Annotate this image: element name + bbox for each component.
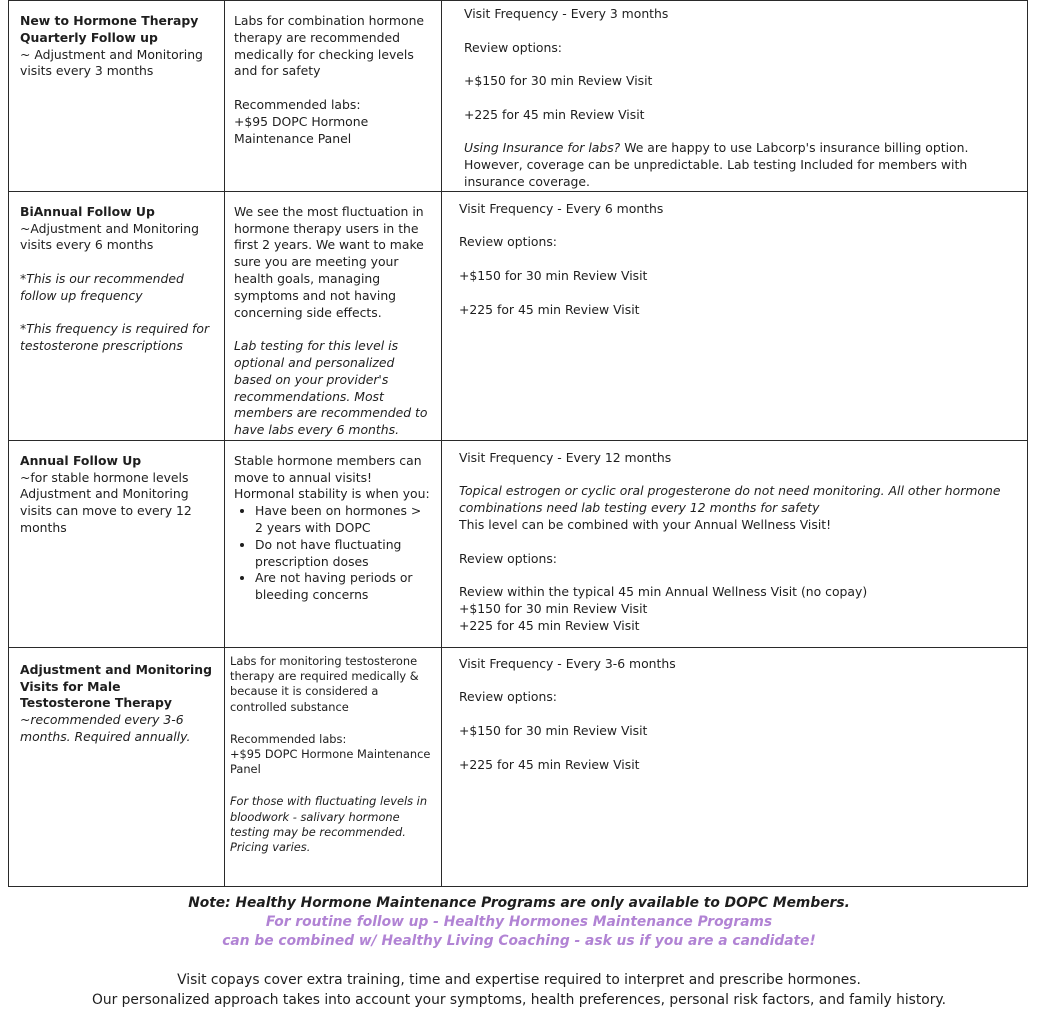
visit-frequency: Visit Frequency - Every 3 months <box>464 6 669 21</box>
program-note: *This frequency is required for testosterone prescriptions <box>20 321 210 354</box>
footer-line: Our personalized approach takes into account your symptoms, health preferences, personal risk factors, and family history. <box>92 992 946 1008</box>
labs-text: We see the most fluctuation in hormone therapy users in the first 2 years. We want to make sure you are meeting your health goals, managing symptoms and not having concerning side effects. <box>234 203 424 320</box>
labs-cell <box>225 191 442 440</box>
labs-cell <box>225 647 442 886</box>
members-note: Note: Healthy Hormone Maintenance Programs are only available to DOPC Members. <box>188 895 850 911</box>
footer <box>0 970 1038 1010</box>
visit-frequency: Visit Frequency - Every 12 months <box>459 449 672 465</box>
table-row <box>9 440 1028 647</box>
review-option-30: +$150 for 30 min Review Visit <box>459 600 648 616</box>
program-description: ~for stable hormone levels Adjustment and Monitoring visits can move to every 12 months <box>20 469 192 535</box>
program-title: Adjustment and Monitoring Visits for Male Testosterone Therapy <box>20 661 212 711</box>
notes-block <box>0 894 1038 951</box>
table-row <box>9 647 1028 886</box>
labs-item: +$95 DOPC Hormone Maintenance Panel <box>234 113 369 146</box>
labs-cell <box>225 440 442 647</box>
visit-cell <box>442 191 1028 440</box>
programs-table <box>8 0 1028 887</box>
program-title: Annual Follow Up <box>20 452 142 468</box>
visit-combine-text: This level can be combined with your Annual Wellness Visit! <box>459 516 832 532</box>
program-title: New to Hormone Therapy Quarterly Follow up <box>20 13 199 45</box>
labs-italic-text: For those with fluctuating levels in bloodwork - salivary hormone testing may be recommended. Pricing varies. <box>230 794 428 855</box>
review-option-45: +225 for 45 min Review Visit <box>459 301 640 317</box>
stability-list <box>234 503 433 604</box>
review-label: Review options: <box>459 550 557 566</box>
insurance-question: Using Insurance for labs? <box>464 140 621 156</box>
coaching-note-line1: For routine follow up - Healthy Hormones Maintenance Programs <box>265 914 773 930</box>
labs-text: Labs for combination hormone therapy are recommended medically for checking levels and for safety <box>234 13 425 79</box>
review-option-45: +225 for 45 min Review Visit <box>459 756 640 772</box>
program-cell <box>9 440 225 647</box>
labs-label: Recommended labs: <box>234 96 361 112</box>
review-option-30: +$150 for 30 min Review Visit <box>459 267 648 283</box>
program-cell <box>9 191 225 440</box>
review-option-30: +$150 for 30 min Review Visit <box>464 73 653 89</box>
program-cell <box>9 1 225 192</box>
review-label: Review options: <box>459 234 557 250</box>
program-note: *This is our recommended follow up frequency <box>20 270 184 303</box>
list-item: • Have been on hormones > 2 years with DOPC <box>255 503 433 537</box>
visit-frequency: Visit Frequency - Every 6 months <box>459 200 664 216</box>
labs-text: Labs for monitoring testosterone therapy are required medically & because it is considered a controlled substance <box>230 653 419 714</box>
labs-cell <box>225 1 442 192</box>
program-description: ~recommended every 3-6 months. Required annually. <box>20 712 191 744</box>
labs-label: Recommended labs: <box>230 731 347 746</box>
program-title: BiAnnual Follow Up <box>20 203 155 219</box>
list-item: • Are not having periods or bleeding concerns <box>255 570 433 604</box>
program-description: ~Adjustment and Monitoring visits every 6 months <box>20 220 199 253</box>
program-description: ~ Adjustment and Monitoring visits every 3 months <box>20 46 203 79</box>
table-row <box>9 1 1028 192</box>
visit-frequency: Visit Frequency - Every 3-6 months <box>459 655 676 671</box>
review-option-45: +225 for 45 min Review Visit <box>459 617 640 633</box>
coaching-note-line2: can be combined w/ Healthy Living Coaching - ask us if you are a candidate! <box>222 933 816 949</box>
labs-italic-text: Lab testing for this level is optional and personalized based on your provider's recommendations. Most members are recommended to have labs every 6 months. <box>234 338 428 438</box>
footer-line: Visit copays cover extra training, time and expertise required to interpret and prescribe hormones. <box>177 972 861 988</box>
review-option-wellness: Review within the typical 45 min Annual Wellness Visit (no copay) <box>459 584 868 600</box>
review-label: Review options: <box>464 39 562 55</box>
list-item: • Do not have fluctuating prescription doses <box>255 537 433 571</box>
labs-text: Stable hormone members can move to annual visits! Hormonal stability is when you: <box>234 452 430 502</box>
insurance-text: We are happy to use Labcorp's insurance billing option. However, coverage can be unpredictable. Lab testing Included for members with insurance coverage. <box>464 140 969 189</box>
visit-italic-text: Topical estrogen or cyclic oral progesterone do not need monitoring. All other hormone combinations need lab testing every 12 months for safety <box>459 483 1001 516</box>
review-option-45: +225 for 45 min Review Visit <box>464 106 645 122</box>
visit-cell <box>442 647 1028 886</box>
program-cell <box>9 647 225 886</box>
insurance-note <box>464 140 1015 190</box>
table-row <box>9 191 1028 440</box>
labs-item: +$95 DOPC Hormone Maintenance Panel <box>230 747 431 777</box>
visit-cell <box>442 1 1028 192</box>
review-label: Review options: <box>459 689 557 705</box>
review-option-30: +$150 for 30 min Review Visit <box>459 722 648 738</box>
visit-cell <box>442 440 1028 647</box>
